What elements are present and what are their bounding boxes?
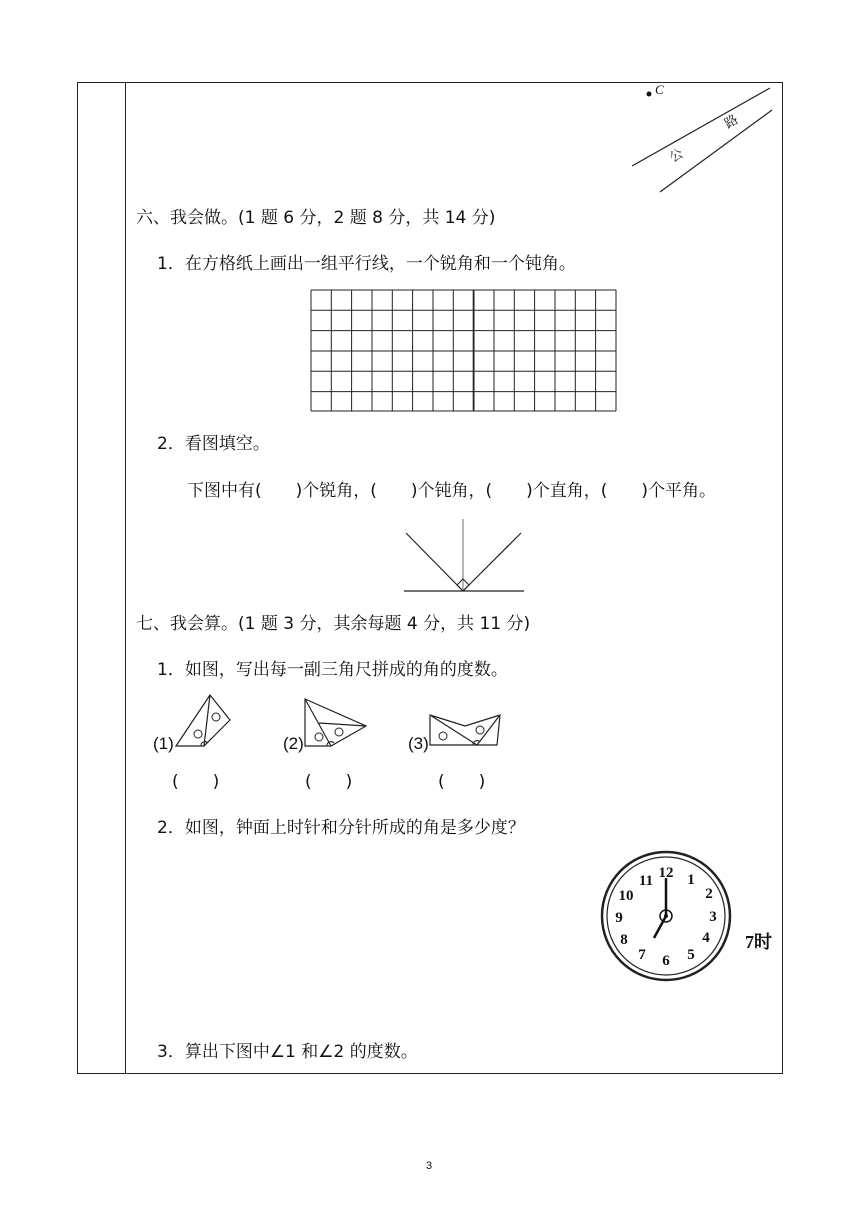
angle-figure <box>400 515 530 595</box>
clock-number-12: 12 <box>658 865 674 881</box>
clock-caption: 7时 <box>745 932 772 952</box>
right-ray <box>463 533 521 591</box>
road-char-gong: 公 <box>667 146 687 166</box>
road-figure <box>620 80 780 200</box>
clock-number-2: 2 <box>705 886 713 902</box>
hour-hand <box>654 916 666 938</box>
section-6-fill-sentence: 下图中有( )个锐角，( )个钝角，( )个直角，( )个平角。 <box>187 481 717 501</box>
clock-number-9: 9 <box>615 910 623 926</box>
table-column-divider <box>125 82 126 1074</box>
section-7-question-1: 1．如图，写出每一副三角尺拼成的角的度数。 <box>157 660 508 680</box>
clock-number-5: 5 <box>687 947 695 963</box>
clock-face <box>600 852 732 984</box>
answer-blank-1: ( ) <box>172 772 220 792</box>
triangle-label-1: (1) <box>153 734 174 753</box>
section-7-question-3: 3．算出下图中∠1 和∠2 的度数。 <box>157 1042 418 1062</box>
triangle-label-2: (2) <box>283 734 304 753</box>
section-6-question-2: 2．看图填空。 <box>157 434 270 454</box>
road-char-lu: 路 <box>722 112 742 132</box>
clock-number-1: 1 <box>687 872 695 888</box>
triangle-label-3: (3) <box>408 734 429 753</box>
answer-blank-3: ( ) <box>438 772 486 792</box>
clock-number-8: 8 <box>620 932 628 948</box>
section-6-heading: 六、我会做。(1 题 6 分，2 题 8 分，共 14 分) <box>136 208 496 228</box>
triangle-set-3 <box>427 712 505 748</box>
clock-number-11: 11 <box>638 873 654 889</box>
point-c-dot <box>647 92 652 97</box>
page-number: 3 <box>426 1160 433 1172</box>
section-7-question-2: 2．如图，钟面上时针和分针所成的角是多少度？ <box>157 818 525 838</box>
clock-number-7: 7 <box>638 947 646 963</box>
section-7-heading: 七、我会算。(1 题 3 分，其余每题 4 分，共 11 分) <box>136 614 531 634</box>
answer-blank-2: ( ) <box>305 772 353 792</box>
left-ray <box>406 533 463 591</box>
clock-number-4: 4 <box>702 930 710 946</box>
section-6-question-1: 1．在方格纸上画出一组平行线，一个锐角和一个钝角。 <box>157 254 576 274</box>
point-c-label: C <box>655 82 664 97</box>
clock-number-6: 6 <box>662 953 670 969</box>
clock-number-3: 3 <box>709 909 717 925</box>
clock-number-10: 10 <box>618 888 634 904</box>
grid-paper <box>311 290 619 412</box>
triangle-set-1 <box>172 693 236 749</box>
triangle-set-2 <box>302 697 372 749</box>
